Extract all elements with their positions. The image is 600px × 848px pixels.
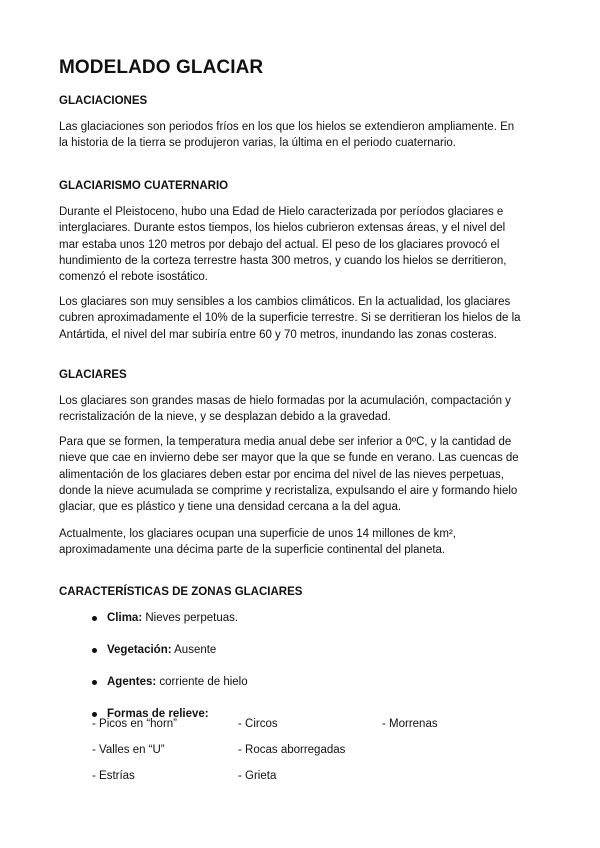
list-item-clima [90,610,510,627]
paragraph-definicion-glaciares [59,393,549,426]
text-line: cubren aproximadamente el 10% de la superficie terrestre. Si se derritieran los hielos de la [59,312,521,325]
paragraph-glaciaciones [59,119,549,152]
text-line: donde la nieve acumulada se comprime y recristaliza, expulsando el aire y formando hielo [59,484,518,497]
bullet-label: Vegetación: [107,644,172,656]
relief-form: - Morrenas [382,718,438,730]
section-heading-caracteristicas: CARACTERÍSTICAS DE ZONAS GLACIARES [59,586,303,598]
bullet-icon [92,680,97,685]
paragraph-superficie-actual [59,526,549,559]
text-line: alimentación de los glaciares deben estar por encima del nivel de las nieves perpetuas, [59,468,504,481]
text-line: Antártida, el nivel del mar subiría entre 60 y 70 metros, inundando las zonas costeras. [59,328,497,341]
list-item-vegetacion [90,642,510,659]
text-line: Actualmente, los glaciares ocupan una superficie de unos 14 millones de km², [59,528,456,540]
section-heading-glaciares: GLACIARES [59,369,127,381]
bullet-label: Formas de relieve: [107,708,209,720]
text-line: hundimiento de la corteza terrestre hasta 300 metros, y cuando los hielos se derritieron, [59,254,507,267]
text-line: interglaciares. Durante estos tiempos, los hielos cubrieron extensas áreas, y el nivel del [59,222,506,235]
text-line: aproximadamente una décima parte de la superficie continental del planeta. [59,544,446,557]
text-line: Las glaciaciones son periodos fríos en los que los hielos se extendieron ampliamente. En [59,121,515,133]
bullet-value: Ausente [174,644,217,656]
relief-form: - Picos en “horn” [92,718,178,730]
paragraph-sensibilidad-climatica [59,294,549,343]
text-line: recristalización de la nieve, y se desplazan debido a la gravedad. [59,411,391,424]
text-line: Durante el Pleistoceno, hubo una Edad de Hielo caracterizada por períodos glaciares e [59,206,504,218]
text-line: Para que se formen, la temperatura media anual debe ser inferior a 0ºC, y la cantidad de [59,436,512,448]
bullet-label: Clima: [107,612,143,624]
bullet-icon [92,616,97,621]
text-line: Los glaciares son muy sensibles a los cambios climáticos. En la actualidad, los glaciares [59,296,511,308]
text-line: la historia de la tierra se produjeron varias, la última en el periodo cuaternario. [59,137,456,150]
text-line: mar estaba unos 120 metros por debajo del actual. El peso de los glaciares provocó el [59,238,500,251]
bullet-label: Agentes: [107,676,157,688]
relief-form: - Rocas aborregadas [238,744,346,756]
bullet-value: Nieves perpetuas. [145,612,239,624]
relief-forms-row [92,742,512,759]
characteristics-list [90,610,510,723]
section-heading-glaciaciones: GLACIACIONES [59,95,148,107]
relief-forms-grid [92,716,512,785]
paragraph-pleistoceno [59,204,549,285]
bullet-value: corriente de hielo [159,676,248,688]
list-item-agentes [90,674,510,691]
relief-form: - Circos [238,718,278,730]
text-line: glaciar, que es plástico y tiene una densidad cercana a la del agua. [59,501,402,514]
relief-form: - Estrías [92,770,135,782]
text-line: nieve que cae en invierno debe ser mayor que la que se funde en verano. Las cuencas de [59,452,519,465]
text-line: comenzó el rebote isostático. [59,271,208,284]
section-heading-glaciarismo-cuaternario: GLACIARISMO CUATERNARIO [59,180,229,192]
text-line: Los glaciares son grandes masas de hielo formadas por la acumulación, compactación y [59,395,511,407]
relief-forms-row [92,768,512,785]
relief-forms-row [92,716,512,733]
document-title: MODELADO GLACIAR [59,57,264,78]
bullet-icon [92,648,97,653]
relief-form: - Valles en “U” [92,744,165,756]
relief-form: - Grieta [238,770,277,782]
paragraph-formacion-glaciares [59,434,549,515]
